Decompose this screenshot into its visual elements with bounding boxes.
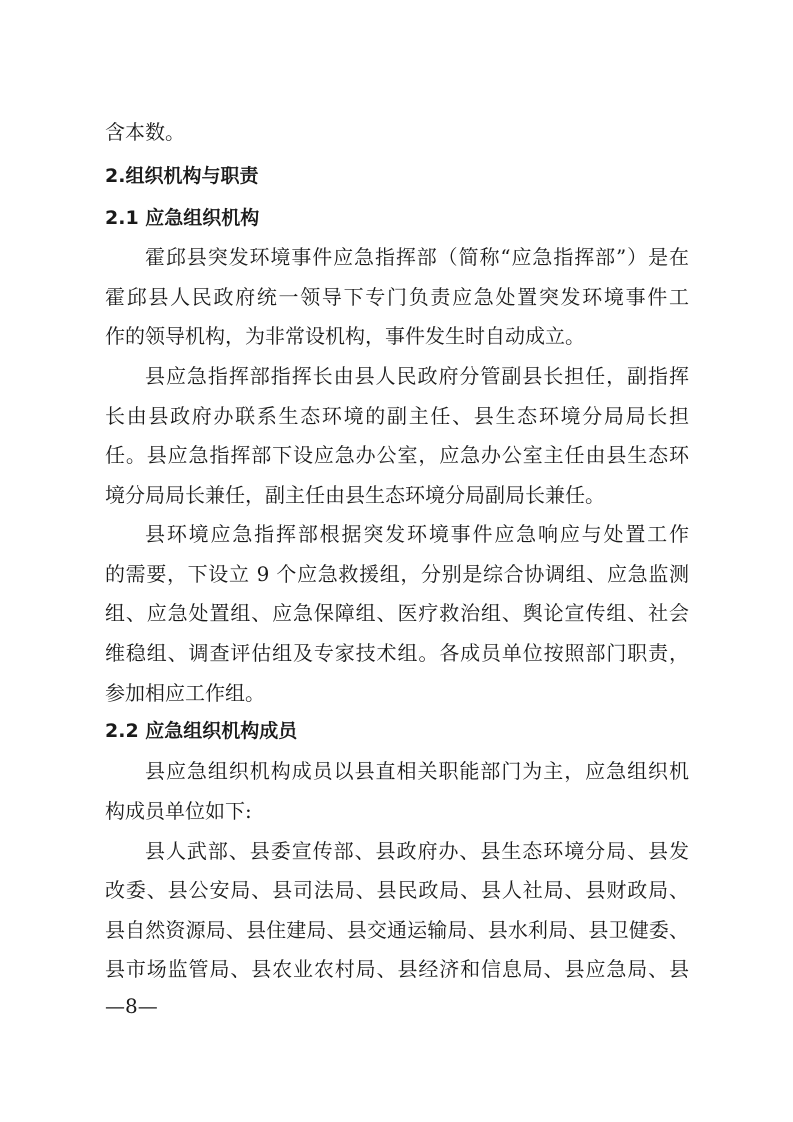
paragraph-line: 改委、县公安局、县司法局、县民政局、县人社局、县财政局、 <box>105 878 689 902</box>
paragraph-line: 县应急组织机构成员以县直相关职能部门为主，应急组织机 <box>145 759 689 783</box>
paragraph-line: 组、应急处置组、应急保障组、医疗救治组、舆论宣传组、社会 <box>105 601 689 625</box>
paragraph-line: 县应急指挥部指挥长由县人民政府分管副县长担任，副指挥 <box>145 364 689 388</box>
paragraph-line: 长由县政府办联系生态环境的副主任、县生态环境分局局长担 <box>105 404 689 428</box>
paragraph-line: 作的领导机构，为非常设机构，事件发生时自动成立。 <box>105 324 585 348</box>
subsection-heading: 2.1 应急组织机构 <box>105 207 260 229</box>
paragraph-line: 参加相应工作组。 <box>105 681 265 705</box>
paragraph-line: 任。县应急指挥部下设应急办公室，应急办公室主任由县生态环 <box>105 443 689 467</box>
paragraph-line: 境分局局长兼任，副主任由县生态环境分局副局长兼任。 <box>105 483 605 507</box>
paragraph-line: 县自然资源局、县住建局、县交通运输局、县水利局、县卫健委、 <box>105 918 689 942</box>
paragraph-line: 的需要，下设立 9 个应急救援组，分别是综合协调组、应急监测 <box>105 562 689 586</box>
paragraph-line: 县环境应急指挥部根据突发环境事件应急响应与处置工作 <box>145 522 689 546</box>
paragraph-line: 霍邱县突发环境事件应急指挥部（简称“应急指挥部”）是在 <box>145 245 689 269</box>
paragraph-line: 县市场监管局、县农业农村局、县经济和信息局、县应急局、县 <box>105 957 689 981</box>
paragraph-line: 县人武部、县委宣传部、县政府办、县生态环境分局、县发 <box>145 839 689 863</box>
paragraph-line: 霍邱县人民政府统一领导下专门负责应急处置突发环境事件工 <box>105 285 689 309</box>
paragraph-line: 维稳组、调查评估组及专家技术组。各成员单位按照部门职责， <box>105 641 689 665</box>
paragraph-line: 构成员单位如下: <box>105 799 252 823</box>
text-line: 含本数。 <box>105 120 185 144</box>
section-heading: 2.组织机构与职责 <box>105 165 259 187</box>
subsection-heading: 2.2 应急组织机构成员 <box>105 720 298 742</box>
page-number: —8— <box>105 994 158 1018</box>
